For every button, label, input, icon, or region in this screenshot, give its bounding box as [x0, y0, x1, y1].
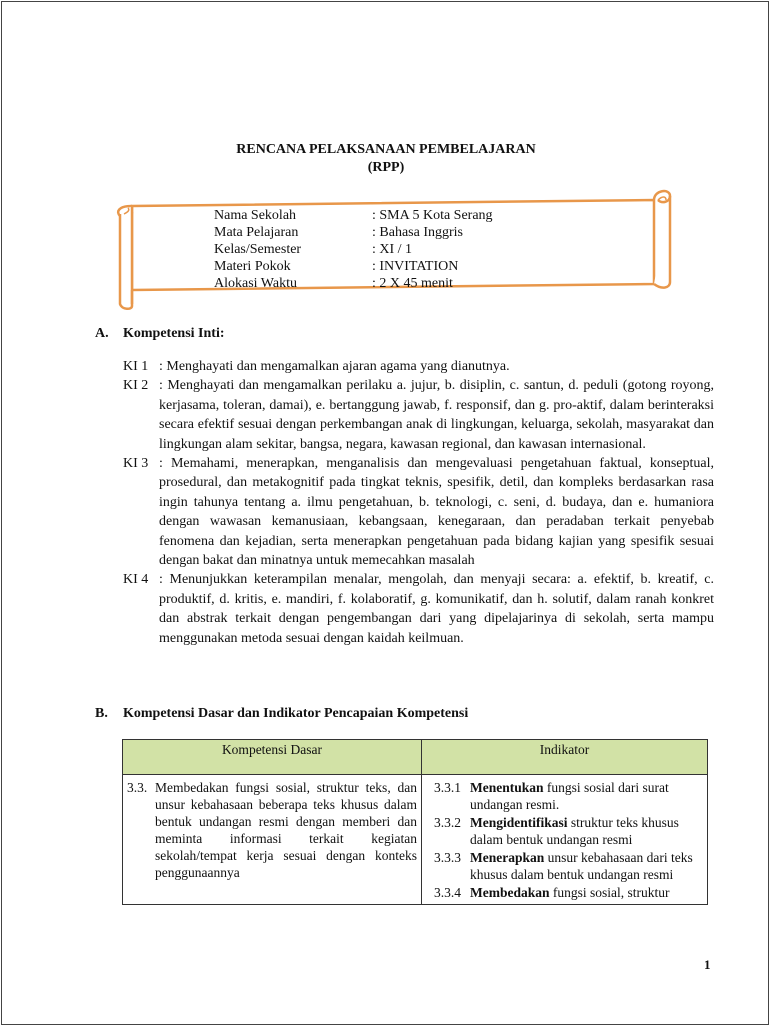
- info-row: [214, 241, 493, 258]
- info-row: [214, 275, 493, 292]
- ki-text: : Menghayati dan mengamalkan ajaran agama yang dianutnya.: [159, 359, 510, 374]
- kd-indicator-table: [122, 739, 708, 905]
- indicator-verb: Menentukan: [470, 780, 544, 795]
- ki-item: [123, 454, 714, 570]
- header-indikator: Indikator: [422, 740, 708, 775]
- info-value: : XI / 1: [372, 242, 413, 257]
- kd-number: 3.3.: [127, 780, 148, 795]
- indicator-verb: Mengidentifikasi: [470, 815, 568, 830]
- info-value: : SMA 5 Kota Serang: [372, 208, 493, 223]
- document-title: [0, 141, 772, 177]
- indicator-verb: Membedakan: [470, 885, 550, 900]
- indicator-number: 3.3.4: [434, 885, 461, 900]
- section-title: Kompetensi Dasar dan Indikator Pencapaian Kompetensi: [123, 706, 469, 721]
- indicator-text: fungsi sosial, struktur: [549, 885, 670, 900]
- kd-item: [127, 779, 417, 881]
- info-row: [214, 224, 493, 241]
- table-row: [123, 775, 708, 905]
- indicator-text: struktur teks khusus dalam bentuk undangan resmi: [470, 815, 679, 847]
- info-row: [214, 207, 493, 224]
- indicator-cell: [422, 775, 708, 905]
- ki-key: KI 2: [123, 378, 149, 394]
- ki-key: KI 1: [123, 359, 149, 374]
- kd-text: Membedakan fungsi sosial, struktur teks, dan unsur kebahasaan beberapa teks khusus dalam bentuk undangan resmi dengan memberi dan meminta informasi terkait kegiatan sekolah/tempat kerja sesuai dengan konteks penggunaannya: [155, 780, 417, 880]
- info-value: : Bahasa Inggris: [372, 225, 463, 240]
- section-title: Kompetensi Inti:: [123, 326, 225, 341]
- header-kompetensi-dasar: Kompetensi Dasar: [123, 740, 422, 775]
- ki-text: : Memahami, menerapkan, menganalisis dan mengevaluasi pengetahuan faktual, konseptual, prosedural, dan metakognitif pada tingkat teknis, spesifik, detil, dan kompleks berdasarkan rasa ingin tahunya tentang a. ilmu pengetahuan, b. teknologi, c. seni, d. budaya, dan e. humaniora dengan wawasan kemanusiaan, kebangsaan, kenegaraan, dan peradaban terkait penyebab fenomena dan kejadian, serta menerapkan pengetahuan pada bidang kajian yang spesifik sesuai dengan bakat dan minatnya untuk memecahkan masalah: [159, 456, 714, 569]
- indicator-text: unsur kebahasaan dari teks khusus dalam bentuk undangan resmi: [470, 850, 693, 882]
- table-header-row: [123, 740, 708, 775]
- indicator-number: 3.3.2: [434, 815, 461, 830]
- section-number: B.: [95, 706, 108, 721]
- ki-key: KI 3: [123, 456, 149, 472]
- title-line-2: (RPP): [367, 160, 405, 175]
- info-label: Alokasi Waktu: [214, 276, 297, 291]
- ki-item: [123, 570, 714, 648]
- ki-text: : Menghayati dan mengamalkan perilaku a. jujur, b. disiplin, c. santun, d. peduli (gotong royong, kerjasama, toleran, damai), e. bertanggung jawab, f. responsif, dan g. pro-aktif, dalam berinteraksi secara efektif sesuai dengan perkembangan anak di lingkungan, keluarga, sekolah, masyarakat dan lingkungan alam sekitar, bangsa, negara, kawasan regional, dan kawasan internasional.: [159, 378, 714, 452]
- indicator-number: 3.3.3: [434, 850, 461, 865]
- ki-item: [123, 357, 714, 376]
- ki-text: : Menunjukkan keterampilan menalar, mengolah, dan menyaji secara: a. efektif, b. kreatif, c. produktif, d. kritis, e. mandiri, f. kolaboratif, g. komunikatif, dan h. solutif, dalam ranah konkret dan abstrak terkait dengan pengembangan dari yang dipelajarinya di sekolah, serta mampu menggunakan metoda sesuai dengan kaidah keilmuan.: [159, 572, 714, 646]
- info-label: Kelas/Semester: [214, 242, 302, 257]
- page-number: 1: [704, 957, 711, 972]
- section-a-heading: [95, 326, 225, 342]
- indicator-item: [434, 779, 703, 813]
- ki-key: KI 4: [123, 572, 149, 588]
- info-row: [214, 258, 493, 275]
- section-number: A.: [95, 326, 109, 341]
- school-info: [214, 207, 493, 292]
- indicator-item: [434, 884, 703, 901]
- kd-cell: [123, 775, 422, 905]
- indicator-item: [434, 849, 703, 883]
- indicator-item: [434, 814, 703, 848]
- info-value: : INVITATION: [372, 259, 459, 274]
- info-label: Mata Pelajaran: [214, 225, 299, 240]
- indicator-verb: Menerapkan: [470, 850, 545, 865]
- indicator-text: fungsi sosial dari surat undangan resmi.: [470, 780, 669, 812]
- ki-item: [123, 376, 714, 454]
- info-label: Nama Sekolah: [214, 208, 297, 223]
- title-line-1: RENCANA PELAKSANAAN PEMBELAJARAN: [236, 142, 536, 157]
- section-b-heading: [95, 706, 468, 722]
- kompetensi-inti-list: [123, 357, 714, 648]
- info-value: : 2 X 45 menit: [372, 276, 453, 291]
- indicator-number: 3.3.1: [434, 780, 461, 795]
- info-label: Materi Pokok: [214, 259, 291, 274]
